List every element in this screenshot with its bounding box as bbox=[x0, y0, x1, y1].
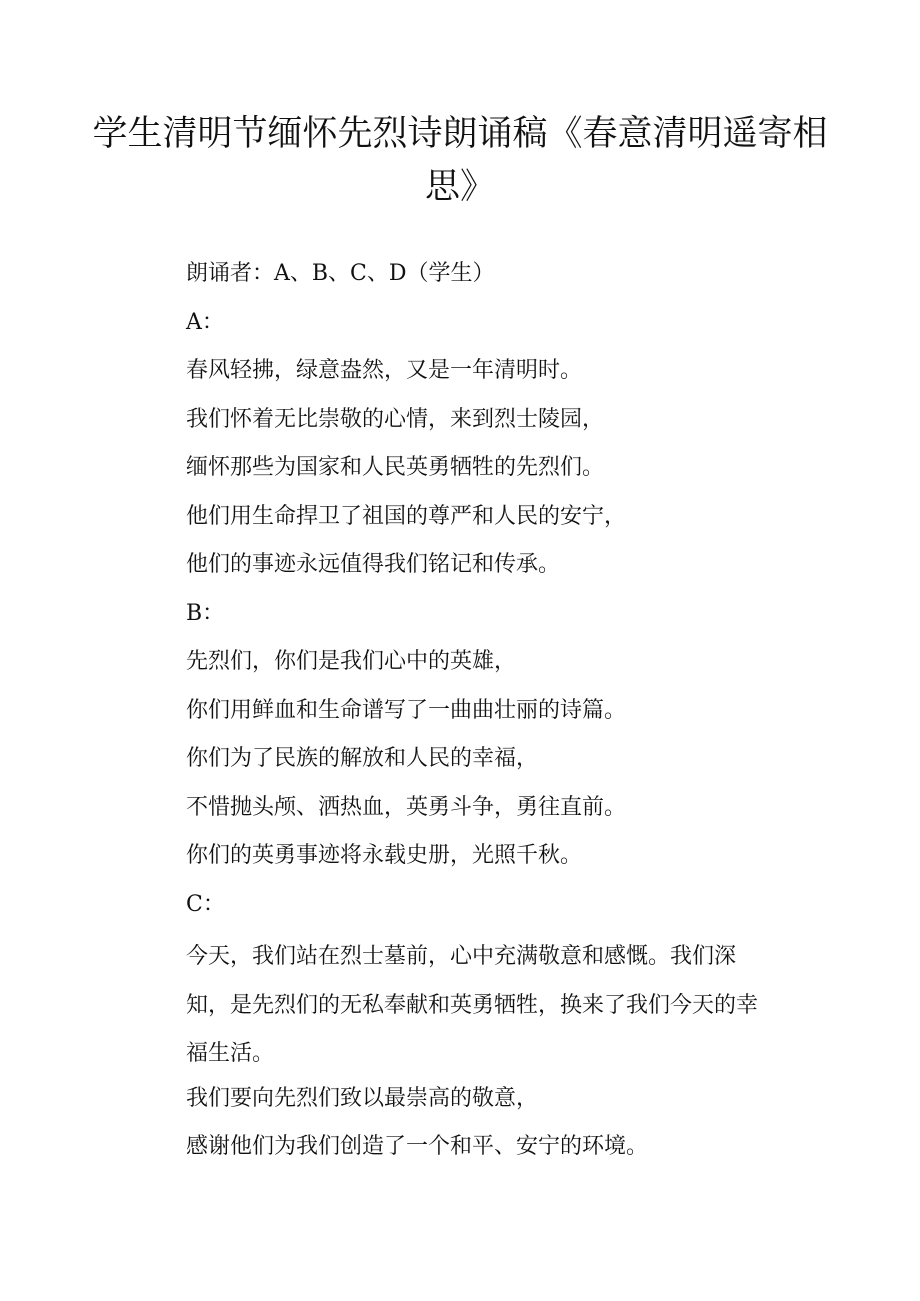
verse-line: 你们的英勇事迹将永载史册，光照千秋。 bbox=[186, 843, 583, 868]
verse-line: 我们要向先烈们致以最崇高的敬意， bbox=[186, 1085, 539, 1111]
verse-line: 你们为了民族的解放和人民的幸福， bbox=[186, 746, 539, 771]
verse-line: 先烈们，你们是我们心中的英雄， bbox=[186, 649, 517, 674]
verse-line: 他们用生命捍卫了祖国的尊严和人民的安宁， bbox=[186, 503, 627, 529]
verse-line: 春风轻拂，绿意盎然，又是一年清明时。 bbox=[186, 358, 583, 383]
verse-line: 不惜抛头颅、洒热血，英勇斗争，勇往直前。 bbox=[186, 794, 627, 820]
speaker-b-label: B： bbox=[186, 600, 225, 626]
verse-line: 感谢他们为我们创造了一个和平、安宁的环境。 bbox=[186, 1134, 649, 1159]
verse-line: 我们怀着无比崇敬的心情，来到烈士陵园， bbox=[186, 406, 605, 432]
reciters-line: 朗诵者：A、B、C、D（学生） bbox=[186, 261, 495, 286]
verse-line: 你们用鲜血和生命谱写了一曲曲壮丽的诗篇。 bbox=[186, 697, 627, 723]
document-title: 学生清明节缅怀先烈诗朗诵稿《春意清明遥寄相思》 bbox=[92, 114, 828, 207]
document-body bbox=[186, 254, 776, 1176]
verse-paragraph: 今天，我们站在烈士墓前，心中充满敬意和感慨。我们深知，是先烈们的无私奉献和英勇牺牲，换来了我们今天的幸福生活。 bbox=[186, 944, 759, 1066]
speaker-c-label: C： bbox=[186, 891, 225, 917]
verse-line: 缅怀那些为国家和人民英勇牺牲的先烈们。 bbox=[186, 455, 605, 480]
verse-line: 他们的事迹永远值得我们铭记和传承。 bbox=[186, 552, 561, 577]
speaker-a-label: A： bbox=[186, 309, 224, 335]
